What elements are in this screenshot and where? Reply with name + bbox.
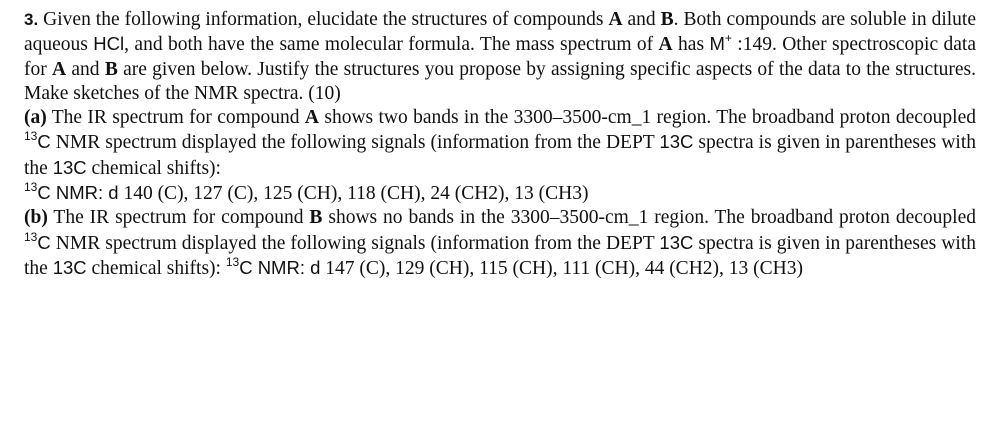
part-b-nmr-values: 147 (C), 129 (CH), 115 (CH), 111 (CH), 44 (CH2), 13 (CH3) xyxy=(320,257,803,279)
part-a-text-2: shows two bands in the 3300–3500-cm_1 region. The broadband proton decoupled xyxy=(319,107,976,129)
part-b-c13-sup: 13 xyxy=(24,229,38,244)
molecular-ion-m: M xyxy=(709,33,725,55)
part-a-nmr-data xyxy=(24,181,976,206)
compound-a-label-3: A xyxy=(52,58,67,80)
part-a-text-4b: 13C xyxy=(52,156,87,178)
part-a-text-3: NMR spectrum displayed the following signals (information from the DEPT xyxy=(50,132,660,154)
part-a-compound: A xyxy=(304,107,319,129)
part-b-paragraph xyxy=(24,206,976,281)
molecular-ion-charge: + xyxy=(724,31,732,46)
part-a-text-1: The IR spectrum for compound xyxy=(46,107,305,129)
part-b-label: (b) xyxy=(24,207,48,229)
part-b-text-1: The IR spectrum for compound xyxy=(47,207,310,229)
part-b-dept-13c: 13C xyxy=(659,231,694,253)
compound-a-label-2: A xyxy=(658,34,673,56)
molecular-ion xyxy=(709,33,731,54)
part-a-text-4: spectra is given in parentheses with the xyxy=(24,132,976,179)
part-a-dept-13c: 13C xyxy=(659,131,694,153)
part-b-text-5: chemical shifts): xyxy=(86,257,226,279)
part-a-nmr-label-text: C NMR: d xyxy=(37,182,119,204)
part-a-nmr-sup: 13 xyxy=(24,179,38,194)
intro-text-6: are given below. Justify the structures you propose by assigning specific aspects of the data to the structures. Make sketches of the NMR spectra. (10) xyxy=(24,58,976,104)
part-b-c13 xyxy=(24,229,51,253)
compound-a-label: A xyxy=(608,9,623,30)
part-b-text-3: NMR spectrum displayed the following signals (information from the DEPT xyxy=(50,232,660,254)
part-b-nmr-label-text: C NMR: d xyxy=(239,256,321,278)
question-number: 3. xyxy=(24,10,39,29)
intro-text-5: :149. Other spectroscopic data for xyxy=(24,34,977,80)
compound-b-label: B xyxy=(660,9,674,30)
part-b-text-2: shows no bands in the 3300–3500-cm_1 region. The broadband proton decoupled xyxy=(322,207,976,229)
part-a-text-5: chemical shifts): xyxy=(86,157,221,179)
part-a-label: (a) xyxy=(24,107,47,129)
intro-text-1: Given the following information, elucidate the structures of compounds xyxy=(38,9,609,30)
part-a-nmr-label xyxy=(24,179,119,204)
compound-b-label-2: B xyxy=(104,58,118,80)
part-b-nmr-label xyxy=(225,254,321,278)
part-b-text-4b: 13C xyxy=(52,256,87,278)
question-document xyxy=(24,8,976,281)
intro-and-2: and xyxy=(66,58,105,80)
part-a-c13-letter: C xyxy=(37,131,51,153)
part-a-nmr-values: 140 (C), 127 (C), 125 (CH), 118 (CH), 24 (CH2), 13 (CH3) xyxy=(118,183,589,205)
part-b-text-4: spectra is given in parentheses with the xyxy=(24,232,976,279)
part-a-c13 xyxy=(24,131,51,152)
intro-text-4: has xyxy=(672,34,710,56)
part-b-c13-letter: C xyxy=(37,231,51,253)
intro-text-2: . Both compounds are soluble in dilute aqueous xyxy=(24,9,976,56)
part-b-nmr-sup: 13 xyxy=(225,254,240,269)
part-b-compound: B xyxy=(309,207,323,229)
intro-text-3: , and both have the same molecular formula. The mass spectrum of xyxy=(124,34,659,56)
part-a-paragraph xyxy=(24,106,976,181)
intro-and-1: and xyxy=(622,9,661,30)
hcl-text: HCl xyxy=(93,33,125,55)
part-a-c13-sup: 13 xyxy=(24,129,38,144)
question-intro xyxy=(24,8,976,106)
